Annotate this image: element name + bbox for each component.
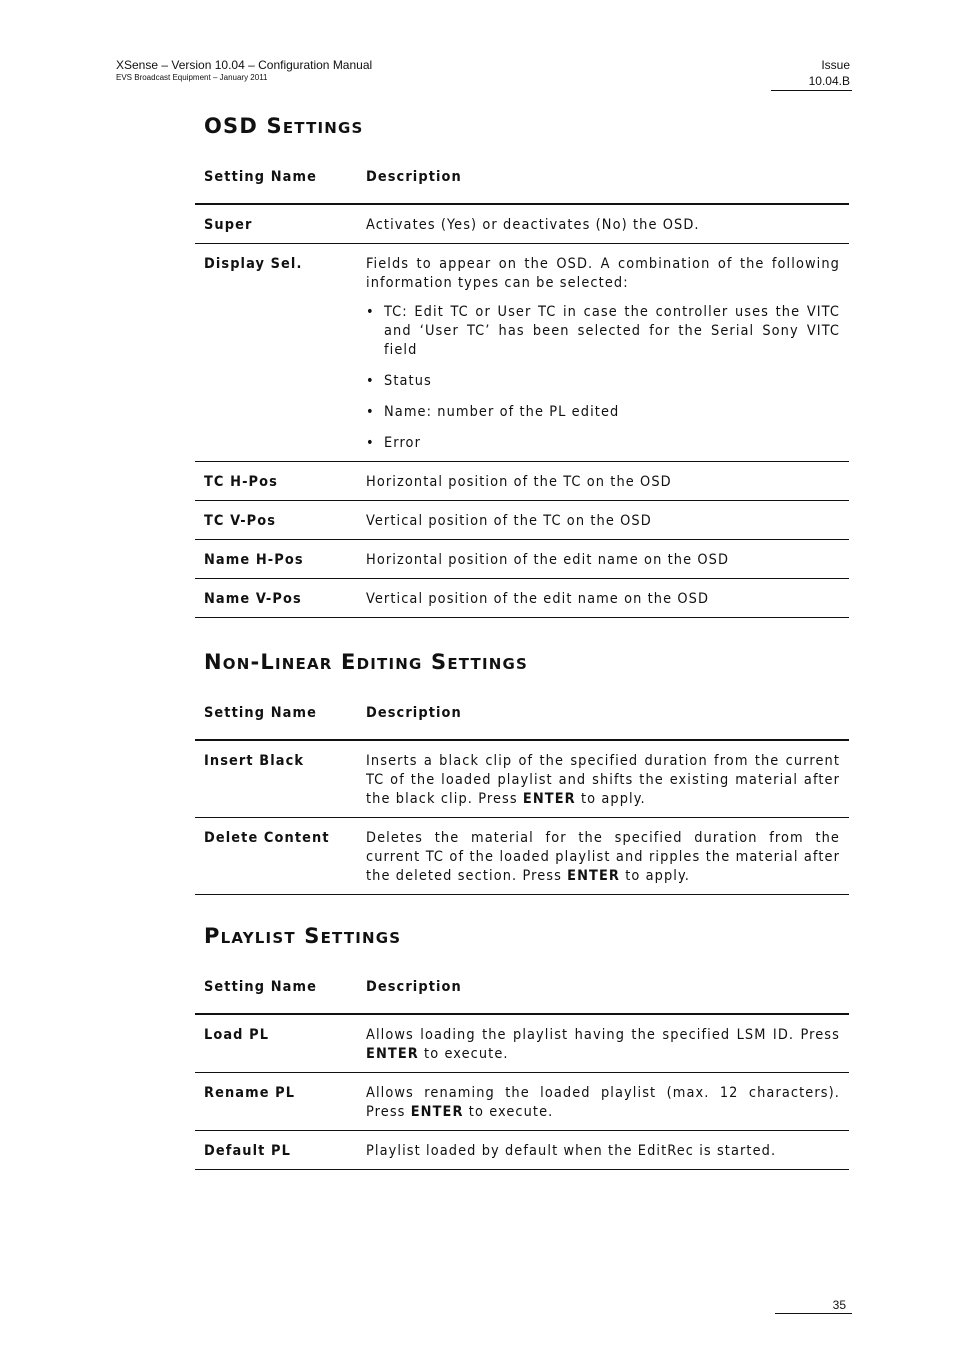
- header-rule: [771, 90, 852, 91]
- list-item: • Status: [366, 372, 840, 391]
- setting-description: [357, 1073, 849, 1131]
- settings-table: [195, 974, 849, 1170]
- setting-name: Default PL: [195, 1131, 357, 1170]
- column-header-name: Setting Name: [195, 700, 357, 740]
- column-header-description: Description: [357, 700, 849, 740]
- table-row: [195, 462, 849, 501]
- bullet-list: [366, 303, 840, 453]
- column-header-name: Setting Name: [195, 974, 357, 1014]
- page-header-left: [116, 58, 372, 83]
- table-row: [195, 740, 849, 818]
- setting-name: Load PL: [195, 1014, 357, 1073]
- settings-table: [195, 164, 849, 618]
- description-text: Inserts a black clip of the specified duration from the current TC of the loaded playlist and shifts the existing material after the black clip. Press: [366, 753, 840, 807]
- key-name: ENTER: [410, 1104, 464, 1120]
- description-text: to execute.: [418, 1046, 509, 1062]
- setting-description: Vertical position of the edit name on the OSD: [357, 579, 849, 618]
- footer-rule: [775, 1313, 852, 1314]
- setting-name: Rename PL: [195, 1073, 357, 1131]
- column-header-name: Setting Name: [195, 164, 357, 204]
- section-title: Non-Linear Editing Settings: [204, 650, 529, 674]
- non-linear-editing-section: [195, 650, 849, 895]
- key-name: ENTER: [366, 1046, 419, 1062]
- description-text: Allows loading the playlist having the specified LSM ID. Press: [366, 1027, 840, 1043]
- key-name: ENTER: [522, 791, 576, 807]
- setting-name: Delete Content: [195, 818, 357, 895]
- description-text: to apply.: [575, 791, 646, 807]
- section-title: OSD Settings: [204, 114, 364, 138]
- description-text: Deletes the material for the specified duration from the current TC of the loaded playlist and ripples the material after the deleted section. Press: [366, 830, 840, 884]
- setting-description: [357, 740, 849, 818]
- column-header-description: Description: [357, 164, 849, 204]
- setting-description: [357, 818, 849, 895]
- setting-name: Super: [195, 204, 357, 244]
- table-header-row: [195, 700, 849, 740]
- list-item: • Error: [366, 434, 840, 453]
- table-header-row: [195, 164, 849, 204]
- setting-name: TC H-Pos: [195, 462, 357, 501]
- issue-version: 10.04.B: [808, 74, 850, 88]
- table-row: [195, 1131, 849, 1170]
- osd-settings-section: [195, 114, 849, 618]
- table-row: [195, 818, 849, 895]
- table-row: [195, 501, 849, 540]
- playlist-settings-section: [195, 924, 849, 1170]
- description-text: Allows renaming the loaded playlist (max. 12 characters). Press: [366, 1085, 840, 1120]
- page-number: 35: [832, 1298, 846, 1312]
- table-row: [195, 244, 849, 462]
- table-row: [195, 579, 849, 618]
- setting-name: Display Sel.: [195, 244, 357, 462]
- page-header-right: [809, 58, 850, 88]
- setting-name: Insert Black: [195, 740, 357, 818]
- setting-description: Horizontal position of the edit name on the OSD: [357, 540, 849, 579]
- document-subtitle: EVS Broadcast Equipment – January 2011: [116, 73, 268, 82]
- description-text: to execute.: [463, 1104, 554, 1120]
- setting-description: Vertical position of the TC on the OSD: [357, 501, 849, 540]
- setting-description: [357, 1014, 849, 1073]
- setting-description: Horizontal position of the TC on the OSD: [357, 462, 849, 501]
- setting-description: Fields to appear on the OSD. A combination of the following information types can be selected:: [366, 256, 840, 291]
- setting-description: Activates (Yes) or deactivates (No) the OSD.: [357, 204, 849, 244]
- setting-name: TC V-Pos: [195, 501, 357, 540]
- column-header-description: Description: [357, 974, 849, 1014]
- key-name: ENTER: [567, 868, 621, 884]
- table-row: [195, 204, 849, 244]
- document-title: XSense – Version 10.04 – Configuration Manual: [116, 58, 373, 72]
- list-item: • TC: Edit TC or User TC in case the controller uses the VITC and ‘User TC’ has been selected for the Serial Sony VITC field: [366, 303, 840, 360]
- setting-description: Playlist loaded by default when the EditRec is started.: [357, 1131, 849, 1170]
- settings-table: [195, 700, 849, 895]
- setting-description-cell: [357, 244, 849, 462]
- list-item: • Name: number of the PL edited: [366, 403, 840, 422]
- section-title: Playlist Settings: [204, 924, 402, 948]
- table-header-row: [195, 974, 849, 1014]
- setting-name: Name V-Pos: [195, 579, 357, 618]
- table-row: [195, 1073, 849, 1131]
- setting-name: Name H-Pos: [195, 540, 357, 579]
- table-row: [195, 1014, 849, 1073]
- issue-label: Issue: [821, 58, 850, 72]
- description-text: to apply.: [620, 868, 690, 884]
- table-row: [195, 540, 849, 579]
